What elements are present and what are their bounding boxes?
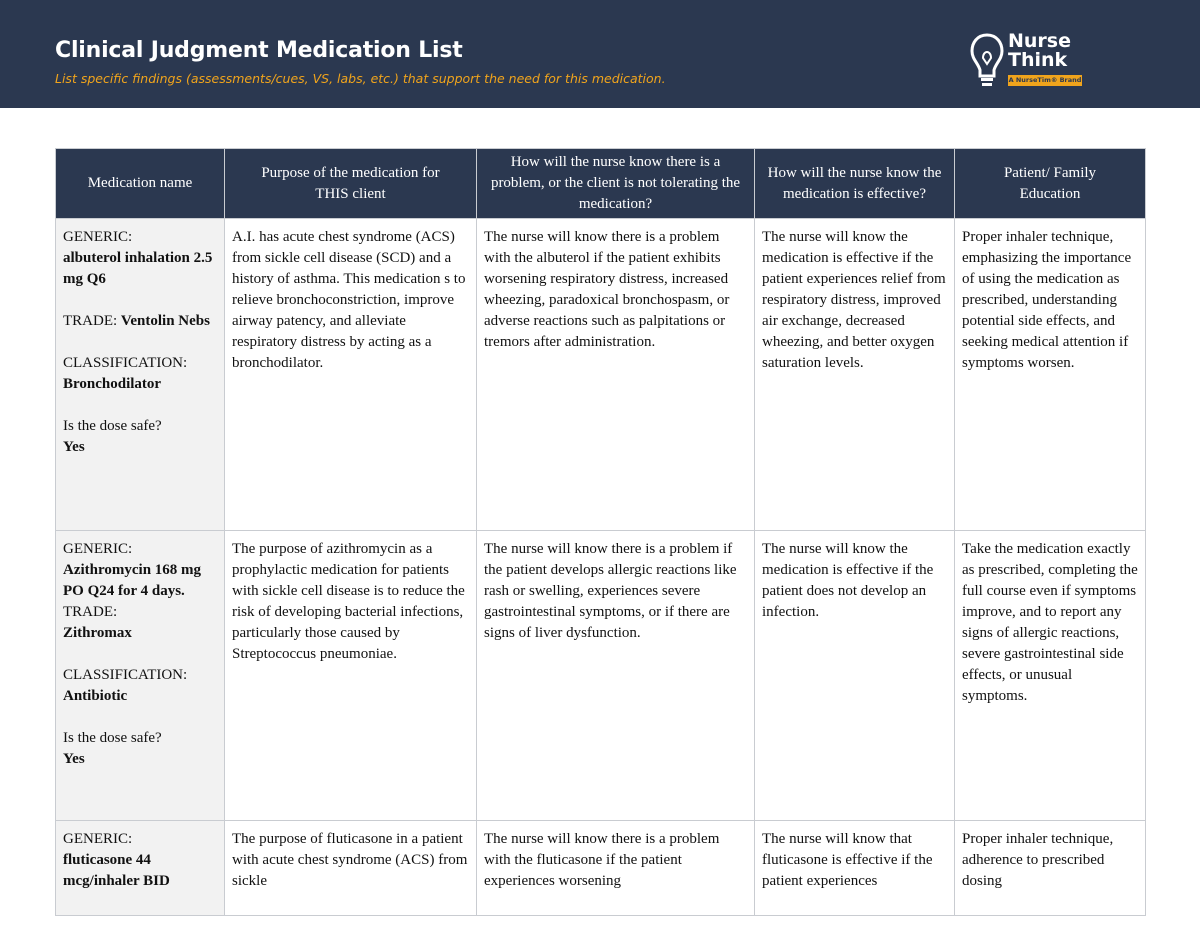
nursethink-logo (970, 30, 1085, 90)
page-title: Clinical Judgment Medication List (55, 38, 463, 63)
problem-cell: The nurse will know there is a problem with the fluticasone if the patient experiences worsening (477, 821, 755, 916)
problem-cell: The nurse will know there is a problem with the albuterol if the patient exhibits worsening respiratory distress, increased wheezing, paradoxical bronchospasm, or adverse reactions such as palpitations or tremors after administration. (477, 219, 755, 531)
purpose-cell: The purpose of fluticasone in a patient with acute chest syndrome (ACS) from sickle (225, 821, 477, 916)
trade-name: Ventolin Nebs (120, 313, 210, 329)
effective-cell: The nurse will know the medication is effective if the patient does not develop an infection. (755, 531, 955, 821)
generic-name: Azithromycin 168 mg PO Q24 for 4 days. (63, 562, 202, 599)
generic-label: GENERIC: (63, 541, 133, 557)
generic-name: albuterol inhalation 2.5 mg Q6 (63, 250, 213, 287)
col-header-education: Patient/ Family Education (955, 149, 1146, 219)
col-header-effective: How will the nurse know the medication is effective? (755, 149, 955, 219)
classification-label: CLASSIFICATION: (63, 355, 188, 371)
education-cell: Take the medication exactly as prescribed, completing the full course even if symptoms improve, and to report any signs of allergic reactions, severe gastrointestinal side effects, or unusual symptoms. (955, 531, 1146, 821)
dose-safe-value: Yes (63, 751, 85, 767)
medication-name-cell (56, 531, 225, 821)
trade-name: Zithromax (63, 625, 132, 641)
col-header-problem: How will the nurse know there is a problem, or the client is not tolerating the medication? (477, 149, 755, 219)
classification-value: Bronchodilator (63, 376, 162, 392)
purpose-cell: The purpose of azithromycin as a prophylactic medication for patients with sickle cell disease is to reduce the risk of developing bacterial infections, particularly those caused by Streptococcus pneumoniae. (225, 531, 477, 821)
classification-label: CLASSIFICATION: (63, 667, 188, 683)
dose-safe-label: Is the dose safe? (63, 418, 162, 434)
medication-name-cell (56, 219, 225, 531)
dose-safe-value: Yes (63, 439, 85, 455)
trade-label: TRADE: (63, 604, 118, 620)
col-header-purpose: Purpose of the medication for THIS client (225, 149, 477, 219)
lightbulb-icon (970, 32, 1004, 90)
table-row (56, 531, 1146, 821)
classification-value: Antibiotic (63, 688, 128, 704)
effective-cell: The nurse will know that fluticasone is effective if the patient experiences (755, 821, 955, 916)
table-row (56, 219, 1146, 531)
generic-label: GENERIC: (63, 229, 133, 245)
dose-safe-label: Is the dose safe? (63, 730, 162, 746)
table-header-row (56, 149, 1146, 219)
generic-name: fluticasone 44 mcg/inhaler BID (63, 852, 170, 889)
education-cell: Proper inhaler technique, emphasizing the importance of using the medication as prescribed, understanding potential side effects, and seeking medical attention if symptoms worsen. (955, 219, 1146, 531)
header-banner (0, 0, 1200, 108)
medication-name-cell (56, 821, 225, 916)
col-header-medication-name: Medication name (56, 149, 225, 219)
generic-label: GENERIC: (63, 831, 133, 847)
medication-table (55, 148, 1146, 916)
problem-cell: The nurse will know there is a problem if the patient develops allergic reactions like rash or swelling, experiences severe gastrointestinal symptoms, or if there are signs of liver dysfunction. (477, 531, 755, 821)
logo-tagline: A NurseTim® Brand (1008, 76, 1082, 84)
effective-cell: The nurse will know the medication is effective if the patient experiences relief from respiratory distress, improved air exchange, decreased wheezing, and better oxygen saturation levels. (755, 219, 955, 531)
table-row (56, 821, 1146, 916)
purpose-cell: A.I. has acute chest syndrome (ACS) from sickle cell disease (SCD) and a history of asthma. This medication s to relieve bronchoconstriction, improve airway patency, and alleviate respiratory distress by acting as a bronchodilator. (225, 219, 477, 531)
logo-wordmark: Nurse Think (1008, 30, 1071, 71)
education-cell: Proper inhaler technique, adherence to prescribed dosing (955, 821, 1146, 916)
page-subtitle: List specific findings (assessments/cues, VS, labs, etc.) that support the need for this medication. (55, 71, 666, 86)
trade-label: TRADE: (63, 313, 118, 329)
